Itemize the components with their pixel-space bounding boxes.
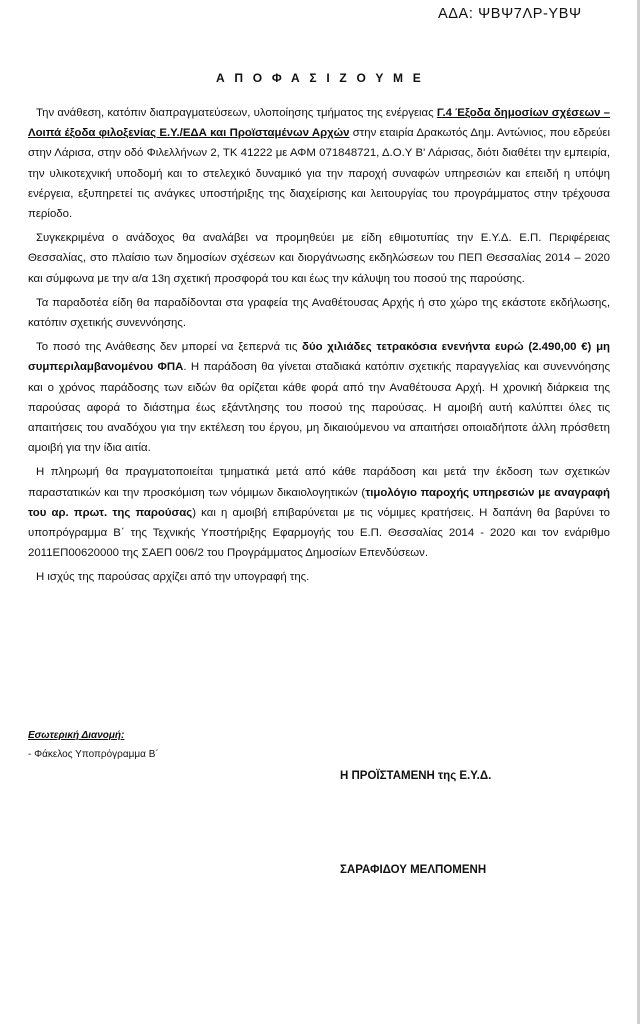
document-body (28, 103, 610, 588)
paragraph-scope: Συγκεκριμένα ο ανάδοχος θα αναλάβει να προμηθεύει με είδη εθιμοτυπίας την Ε.Υ.Δ. Ε.Π. Περιφέρειας Θεσσαλίας, στο πλαίσιο των δημοσίων σχέσεων και διοργάνωσης εκδηλώσεων του ΠΕΠ Θεσσαλίας 2014 – 2020 και σύμφωνα με την α/α 13η σχετική προσφορά του και έως την κάλυψη του ποσού της παρούσης. (28, 232, 610, 285)
invoice-text: τιμολόγιο παροχής υπηρεσιών με αναγραφή του αρ. πρωτ. της παρούσας (28, 486, 610, 519)
text-run: Την ανάθεση, κατόπιν διαπραγματεύσεων, υλοποίησης τμήματος της ενέργειας (36, 107, 437, 119)
paragraph-delivery: Τα παραδοτέα είδη θα παραδίδονται στα γραφεία της Αναθέτουσας Αρχής ή στο χώρο της εκάστοτε εκδήλωσης, κατόπιν σχετικής συνεννόησης. (28, 296, 610, 330)
text-run: . Η παράδοση θα γίνεται σταδιακά κατόπιν σχετικής παραγγελίας και συνεννόησης και ο χρόνος παράδοσης των ειδών θα ορίζεται κάθε φορά από την Αναθέτουσα Αρχή. Η χρονική διάρκεια της παρούσας αφορά το διάστημα έως εξάντλησης του ποσού της παρούσας. Η αμοιβή αυτή καλύπτει όλες τις απαιτήσεις του αναδόχου για την εκτέλεση του έργου, μη δικαιούμενου να απαιτήσει οποιαδήποτε άλλη πρόσθετη αμοιβή για την ίδια αιτία. (28, 361, 610, 455)
paragraph-assignment (28, 103, 610, 224)
text-run: ) και η αμοιβή επιβαρύνεται με τις νόμιμες κρατήσεις. Η δαπάνη θα βαρύνει το υποπρόγραμμα Β΄ της Τεχνικής Υποστήριξης Εφαρμογής του Ε.Π. Θεσσαλίας 2014 - 2020 και τον ενάριθμο 2011ΕΠ00620000 της ΣΑΕΠ 006/2 του Προγράμματος Δημοσίων Επενδύσεων. (28, 506, 610, 560)
ada-code: ΑΔΑ: ΨΒΨ7ΛΡ-ΥΒΨ (438, 6, 582, 22)
paragraph-payment (28, 462, 610, 563)
text-run: Το ποσό της Ανάθεσης δεν μπορεί να ξεπερνά τις (36, 341, 303, 354)
distribution-heading: Εσωτερική Διανομή: (28, 730, 125, 741)
signatory-name: ΣΑΡΑΦΙΔΟΥ ΜΕΛΠΟΜΕΝΗ (340, 864, 487, 876)
paragraph-validity: Η ισχύς της παρούσας αρχίζει από την υπογραφή της. (36, 571, 310, 584)
text-run: στην εταιρία Δρακωτός Δημ. Αντώνιος, που εδρεύει στην Λάρισα, στην οδό Φιλελλήνων 2, ΤΚ 41222 με ΑΦΜ 071848721, Δ.Ο.Υ Β' Λάρισας, διότι διαθέτει την εμπειρία, την υλικοτεχνική υποδομή και το στελεχικό δυναμικό για την παροχή συναφών υπηρεσιών και επειδή η υπόψη ενέργεια, εξυπηρετεί τις ανάγκες υποστήριξης της διαχείρισης και λειτουργίας του προγράμματος στην τρέχουσα περίοδο. (28, 127, 610, 221)
text-run: Η πληρωμή θα πραγματοποιείται τμηματικά μετά από κάθε παράδοση και μετά την έκδοση των σχετικών παραστατικών και την προσκόμιση των νόμιμων δικαιολογητικών ( (28, 466, 610, 499)
signatory-role: Η ΠΡΟΪΣΤΑΜΕΝΗ της Ε.Υ.Δ. (340, 770, 492, 782)
document-title: Α Π Ο Φ Α Σ Ι Ζ Ο Υ Μ Ε (216, 71, 424, 85)
distribution-item: - Φάκελος Υποπρόγραμμα Β΄ (28, 749, 159, 760)
paragraph-amount (28, 337, 610, 458)
action-title: Γ.4 Έξοδα δημοσίων σχέσεων – Λοιπά έξοδα φιλοξενίας Ε.Υ./ΕΔΑ και Προϊσταμένων Αρχών (28, 107, 610, 140)
amount-text: δύο χιλιάδες τετρακόσια ενενήντα ευρώ (2.490,00 €) μη συμπεριλαμβανομένου ΦΠΑ (28, 341, 611, 374)
